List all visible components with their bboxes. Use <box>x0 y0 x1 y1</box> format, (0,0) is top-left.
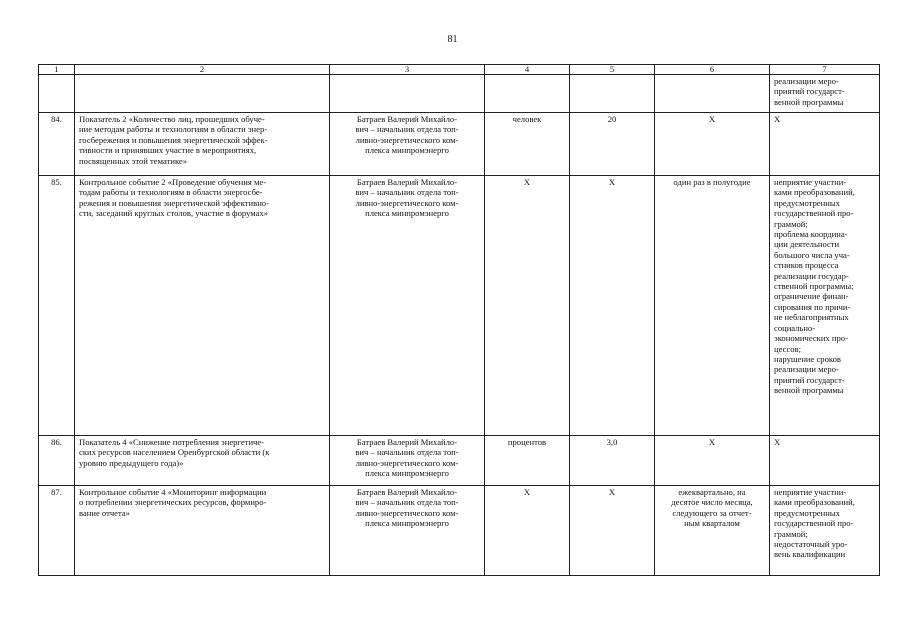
page-number: 81 <box>447 34 458 45</box>
row-number-cell: 84. <box>39 113 75 176</box>
period-cell: один раз в полугодие <box>655 176 770 436</box>
row-number-cell: 85. <box>39 176 75 436</box>
indicator-cell: Показатель 4 «Снижение потребления энергетиче- ских ресурсов населением Оренбургской области (к уровню предыдущего года)» <box>75 436 330 486</box>
period-cell: ежеквартально, на десятое число месяца, следующего за отчет- ным кварталом <box>655 486 770 576</box>
risks-cell: неприятие участни- ками преобразований, предусмотренных государственной про- граммой; проблема координа- ции деятельности большого числа уча- стников процесса реализации государ- ственной программы; ограничение финан- сирования по причи- не неблагоприятных социально- экономических про- цессов; нарушение сроков реализации меро- приятий государст- венной программы <box>770 176 880 436</box>
unit-cell: X <box>485 176 570 436</box>
risks-cell: неприятие участни- ками преобразований, предусмотренных государственной про- граммой; недостаточный уро- вень квалификации <box>770 486 880 576</box>
table-row <box>39 486 880 576</box>
row-number-cell: 86. <box>39 436 75 486</box>
unit-cell: процентов <box>485 436 570 486</box>
value-cell: X <box>570 486 655 576</box>
value-cell: 20 <box>570 113 655 176</box>
value-cell: X <box>570 176 655 436</box>
unit-cell: X <box>485 486 570 576</box>
column-number-row <box>39 65 880 75</box>
value-cell: 3,0 <box>570 436 655 486</box>
column-number-7: 7 <box>770 65 880 75</box>
indicator-cell: Показатель 2 «Количество лиц, прошедших обуче- ние методам работы и технологиям в области энер- госбережения и повышения энергетической эффек- тивности и принявших участие в мероприятиях, посвященных этой тематике» <box>75 113 330 176</box>
responsible-cell <box>330 75 485 113</box>
responsible-cell: Батраев Валерий Михайло- вич – начальник отдела топ- ливно-энергетического ком- плекса минпромэнерго <box>330 486 485 576</box>
column-number-2: 2 <box>75 65 330 75</box>
unit-cell <box>485 75 570 113</box>
indicator-cell: Контрольное событие 4 «Мониторинг информации о потреблении энергетических ресурсов, формиро- вание отчета» <box>75 486 330 576</box>
table-row <box>39 113 880 176</box>
table-row <box>39 75 880 113</box>
value-cell <box>570 75 655 113</box>
column-number-4: 4 <box>485 65 570 75</box>
column-number-5: 5 <box>570 65 655 75</box>
unit-cell: человек <box>485 113 570 176</box>
column-number-6: 6 <box>655 65 770 75</box>
responsible-cell: Батраев Валерий Михайло- вич – начальник отдела топ- ливно-энергетического ком- плекса минпромэнерго <box>330 176 485 436</box>
column-number-1: 1 <box>39 65 75 75</box>
indicator-cell <box>75 75 330 113</box>
responsible-cell: Батраев Валерий Михайло- вич – начальник отдела топ- ливно-энергетического ком- плекса минпромэнерго <box>330 436 485 486</box>
risks-cell: X <box>770 113 880 176</box>
period-cell <box>655 75 770 113</box>
risks-cell: X <box>770 436 880 486</box>
indicator-cell: Контрольное событие 2 «Проведение обучения ме- тодам работы и технологиям в области энергосбе- режения и повышения энергетической эффективно- сти, заседаний круглых столов, участие в форумах» <box>75 176 330 436</box>
period-cell: X <box>655 113 770 176</box>
responsible-cell: Батраев Валерий Михайло- вич – начальник отдела топ- ливно-энергетического ком- плекса минпромэнерго <box>330 113 485 176</box>
row-number-cell <box>39 75 75 113</box>
column-number-3: 3 <box>330 65 485 75</box>
table-row <box>39 176 880 436</box>
table-row <box>39 436 880 486</box>
row-number-cell: 87. <box>39 486 75 576</box>
report-table <box>38 64 880 576</box>
period-cell: X <box>655 436 770 486</box>
risks-cell: реализации меро- приятий государст- венной программы <box>770 75 880 113</box>
